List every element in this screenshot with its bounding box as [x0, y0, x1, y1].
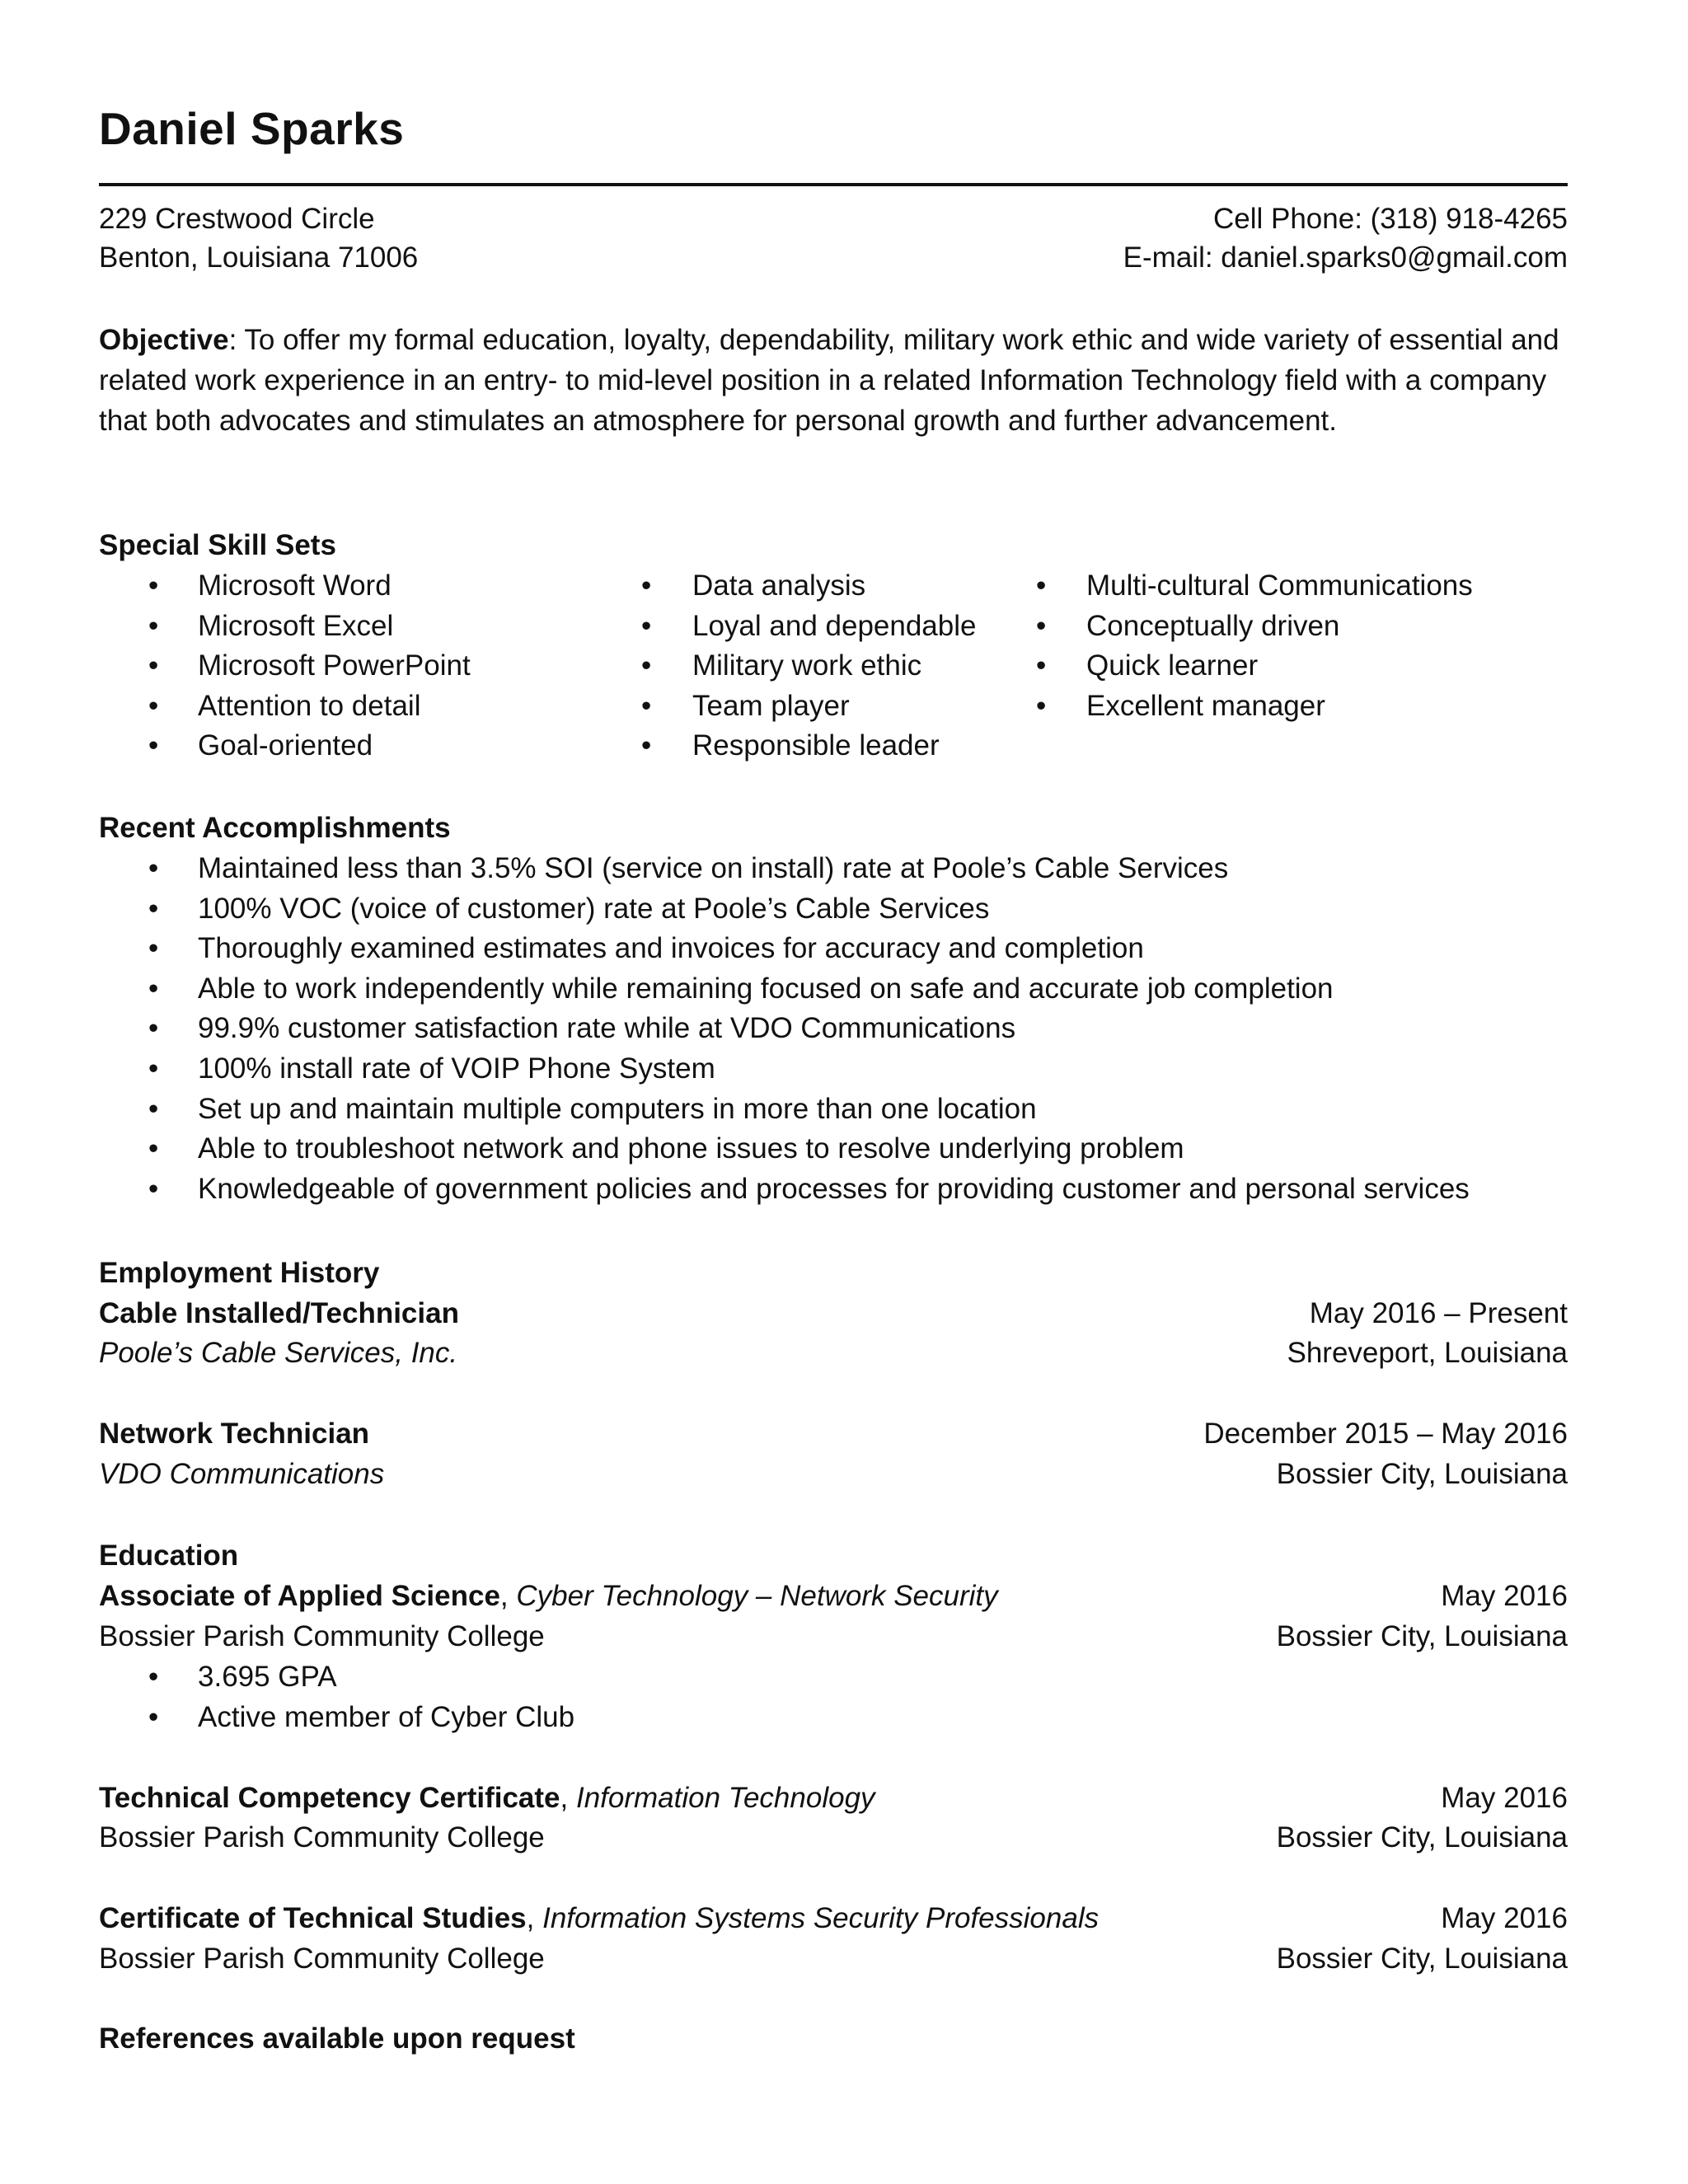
bullet-marker: •: [1036, 609, 1047, 642]
bullet-marker: •: [641, 649, 652, 682]
bullet-marker: •: [148, 932, 159, 965]
job-dates: December 2015 – May 2016: [1203, 1418, 1568, 1450]
header-divider: [99, 183, 1568, 186]
degree-date: May 2016: [1441, 1902, 1568, 1934]
skill-item: Team player: [692, 689, 850, 722]
bullet-marker: •: [641, 689, 652, 722]
accomplishment-item: Maintained less than 3.5% SOI (service on install) rate at Poole’s Cable Services: [198, 852, 1229, 884]
bullet-marker: •: [148, 569, 159, 602]
job-dates: May 2016 – Present: [1309, 1297, 1568, 1329]
school-name: Bossier Parish Community College: [99, 1821, 545, 1854]
accomplishment-item: Able to troubleshoot network and phone issues to resolve underlying problem: [198, 1132, 1184, 1165]
skill-item: Goal-oriented: [198, 729, 373, 762]
degree-name: Technical Competency Certificate: [99, 1782, 560, 1814]
bullet-marker: •: [148, 972, 159, 1005]
bullet-marker: •: [148, 1092, 159, 1125]
accomplishment-item: 99.9% customer satisfaction rate while at VDO Communications: [198, 1012, 1016, 1045]
job-company: Poole’s Cable Services, Inc.: [99, 1337, 458, 1369]
skill-item: Microsoft Word: [198, 569, 392, 602]
bullet-marker: •: [148, 689, 159, 722]
objective-text: : To offer my formal education, loyalty, dependability, military work ethic and wide variety of essential and related work experience in an entry- to mid-level position in a related Information Technology field with a company that both advocates and stimulates an atmosphere for personal growth and further advancement.: [99, 324, 1559, 437]
address-line-1: 229 Crestwood Circle: [99, 203, 375, 235]
degree-field: Cyber Technology – Network Security: [516, 1580, 998, 1612]
degree-field: Information Technology: [575, 1782, 875, 1814]
accomplishment-item: Knowledgeable of government policies and processes for providing customer and personal services: [198, 1172, 1470, 1205]
degree-detail-item: 3.695 GPA: [198, 1661, 337, 1693]
phone: Cell Phone: (318) 918-4265: [1212, 203, 1568, 235]
school-name: Bossier Parish Community College: [99, 1943, 545, 1975]
bullet-marker: •: [148, 1661, 159, 1693]
references-note: References available upon request: [99, 2022, 575, 2055]
job-company: VDO Communications: [99, 1458, 385, 1490]
bullet-marker: •: [148, 609, 159, 642]
job-title: Cable Installed/Technician: [99, 1297, 459, 1329]
accomplishment-item: 100% install rate of VOIP Phone System: [198, 1052, 715, 1085]
job-title: Network Technician: [99, 1418, 370, 1450]
bullet-marker: •: [148, 729, 159, 762]
bullet-marker: •: [1036, 689, 1047, 722]
email[interactable]: E-mail: daniel.sparks0@gmail.com: [1123, 241, 1568, 274]
bullet-marker: •: [148, 1052, 159, 1085]
bullet-marker: •: [641, 729, 652, 762]
skill-item: Data analysis: [692, 569, 866, 602]
degree-detail-item: Active member of Cyber Club: [198, 1700, 575, 1733]
bullet-marker: •: [148, 852, 159, 884]
job-location: Bossier City, Louisiana: [1276, 1458, 1568, 1490]
degree-name: Associate of Applied Science: [99, 1580, 500, 1612]
skill-item: Quick learner: [1086, 649, 1259, 682]
skill-item: Conceptually driven: [1086, 609, 1340, 642]
bullet-marker: •: [641, 569, 652, 602]
accomplishment-item: Set up and maintain multiple computers in more than one location: [198, 1092, 1037, 1125]
skills-heading: Special Skill Sets: [99, 529, 336, 561]
degree-line: Associate of Applied Science, Cyber Technology – Network Security: [99, 1580, 998, 1612]
education-heading: Education: [99, 1540, 239, 1572]
skill-item: Microsoft PowerPoint: [198, 649, 471, 682]
degree-line: Technical Competency Certificate, Information Technology: [99, 1782, 875, 1814]
degree-line: Certificate of Technical Studies, Information Systems Security Professionals: [99, 1902, 1100, 1934]
objective-paragraph: [99, 320, 1568, 441]
bullet-marker: •: [641, 609, 652, 642]
objective-label: Objective: [99, 324, 229, 356]
school-location: Bossier City, Louisiana: [1276, 1821, 1568, 1854]
applicant-name: Daniel Sparks: [99, 103, 405, 154]
bullet-marker: •: [148, 649, 159, 682]
skill-item: Multi-cultural Communications: [1086, 569, 1473, 602]
accomplishments-heading: Recent Accomplishments: [99, 812, 451, 844]
school-location: Bossier City, Louisiana: [1276, 1620, 1568, 1652]
skill-item: Microsoft Excel: [198, 609, 394, 642]
address-line-2: Benton, Louisiana 71006: [99, 241, 419, 274]
skill-item: Loyal and dependable: [692, 609, 977, 642]
skill-item: Attention to detail: [198, 689, 421, 722]
skill-item: Military work ethic: [692, 649, 922, 682]
bullet-marker: •: [1036, 569, 1047, 602]
degree-date: May 2016: [1441, 1580, 1568, 1612]
employment-heading: Employment History: [99, 1257, 380, 1289]
degree-field: Information Systems Security Professionals: [542, 1902, 1100, 1934]
degree-name: Certificate of Technical Studies: [99, 1902, 527, 1934]
bullet-marker: •: [148, 1172, 159, 1205]
school-location: Bossier City, Louisiana: [1276, 1943, 1568, 1975]
bullet-marker: •: [1036, 649, 1047, 682]
bullet-marker: •: [148, 1132, 159, 1165]
accomplishment-item: 100% VOC (voice of customer) rate at Poole’s Cable Services: [198, 892, 990, 925]
school-name: Bossier Parish Community College: [99, 1620, 545, 1652]
accomplishment-item: Thoroughly examined estimates and invoices for accuracy and completion: [198, 932, 1144, 965]
bullet-marker: •: [148, 892, 159, 925]
skill-item: Excellent manager: [1086, 689, 1325, 722]
job-location: Shreveport, Louisiana: [1287, 1337, 1568, 1369]
skill-item: Responsible leader: [692, 729, 940, 762]
bullet-marker: •: [148, 1700, 159, 1733]
degree-date: May 2016: [1441, 1782, 1568, 1814]
accomplishment-item: Able to work independently while remaining focused on safe and accurate job completion: [198, 972, 1334, 1005]
bullet-marker: •: [148, 1012, 159, 1045]
